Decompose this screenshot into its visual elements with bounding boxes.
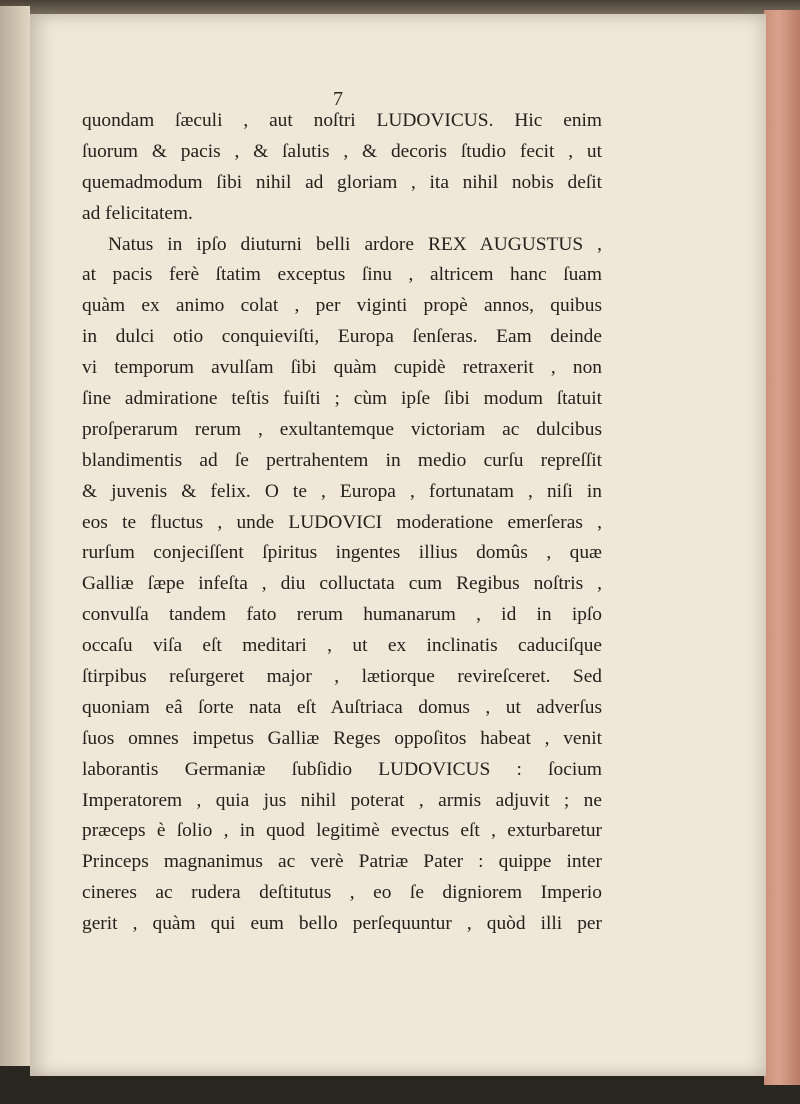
page-number: 7 [333, 88, 343, 110]
text-line: quàm ex animo colat , per viginti propè annos, quibus [82, 295, 602, 317]
text-line: Imperatorem , quia jus nihil poterat , armis adjuvit ; ne [82, 789, 602, 811]
text-line: ſuos omnes impetus Galliæ Reges oppoſitos habeat , venit [82, 727, 602, 749]
book-gutter [0, 6, 30, 1066]
text-line: laborantis Germaniæ ſubſidio LUDOVICUS : ſocium [82, 758, 602, 780]
text-line: eos te fluctus , unde LUDOVICI moderatione emerſeras , [82, 511, 602, 533]
text-line: quondam ſæculi , aut noſtri LUDOVICUS. Hic enim [82, 110, 602, 131]
text-line: blandimentis ad ſe pertrahentem in medio curſu repreſſit [82, 449, 602, 471]
text-line: at pacis ferè ſtatim exceptus ſinu , altricem hanc ſuam [82, 264, 602, 286]
text-line: proſperarum rerum , exultantemque victoriam ac dulcibus [82, 418, 602, 440]
text-line: & juvenis & felix. O te , Europa , fortunatam , niſi in [82, 480, 602, 502]
book-fore-edge [764, 10, 800, 1085]
text-line: ſtirpibus reſurgeret major , lætiorque revireſceret. Sed [82, 666, 602, 688]
text-line: ad felicitatem. [82, 202, 193, 224]
text-line: in dulci otio conquieviſti, Europa ſenſeras. Eam deinde [82, 326, 602, 348]
text-line: ſine admiratione teſtis fuiſti ; cùm ipſe ſibi modum ſtatuit [82, 388, 602, 410]
text-line: gerit , quàm qui eum bello perſequuntur , quòd illi per [82, 913, 602, 935]
text-line: Galliæ ſæpe infeſta , diu colluctata cum Regibus noſtris , [82, 573, 602, 595]
text-line: Princeps magnanimus ac verè Patriæ Pater : quippe inter [82, 851, 602, 873]
text-line: quemadmodum ſibi nihil ad gloriam , ita nihil nobis deſit [82, 171, 602, 193]
text-line: vi temporum avulſam ſibi quàm cupidè retraxerit , non [82, 357, 602, 379]
text-line: præceps è ſolio , in quod legitimè evectus eſt , exturbaretur [82, 820, 602, 842]
text-line: quoniam eâ ſorte nata eſt Auſtriaca domus , ut adverſus [82, 696, 602, 718]
text-line: rurſum conjeciſſent ſpiritus ingentes illius domûs , quæ [82, 542, 602, 564]
text-line: cineres ac rudera deſtitutus , eo ſe digniorem Imperio [82, 882, 602, 904]
text-line: Natus in ipſo diuturni belli ardore REX AUGUSTUS , [108, 233, 602, 255]
text-line: ſuorum & pacis , & ſalutis , & decoris ſtudio fecit , ut [82, 140, 602, 162]
text-line: convulſa tandem fato rerum humanarum , id in ipſo [82, 604, 602, 626]
body-text [82, 106, 602, 940]
text-line: occaſu viſa eſt meditari , ut ex inclinatis caduciſque [82, 635, 602, 657]
